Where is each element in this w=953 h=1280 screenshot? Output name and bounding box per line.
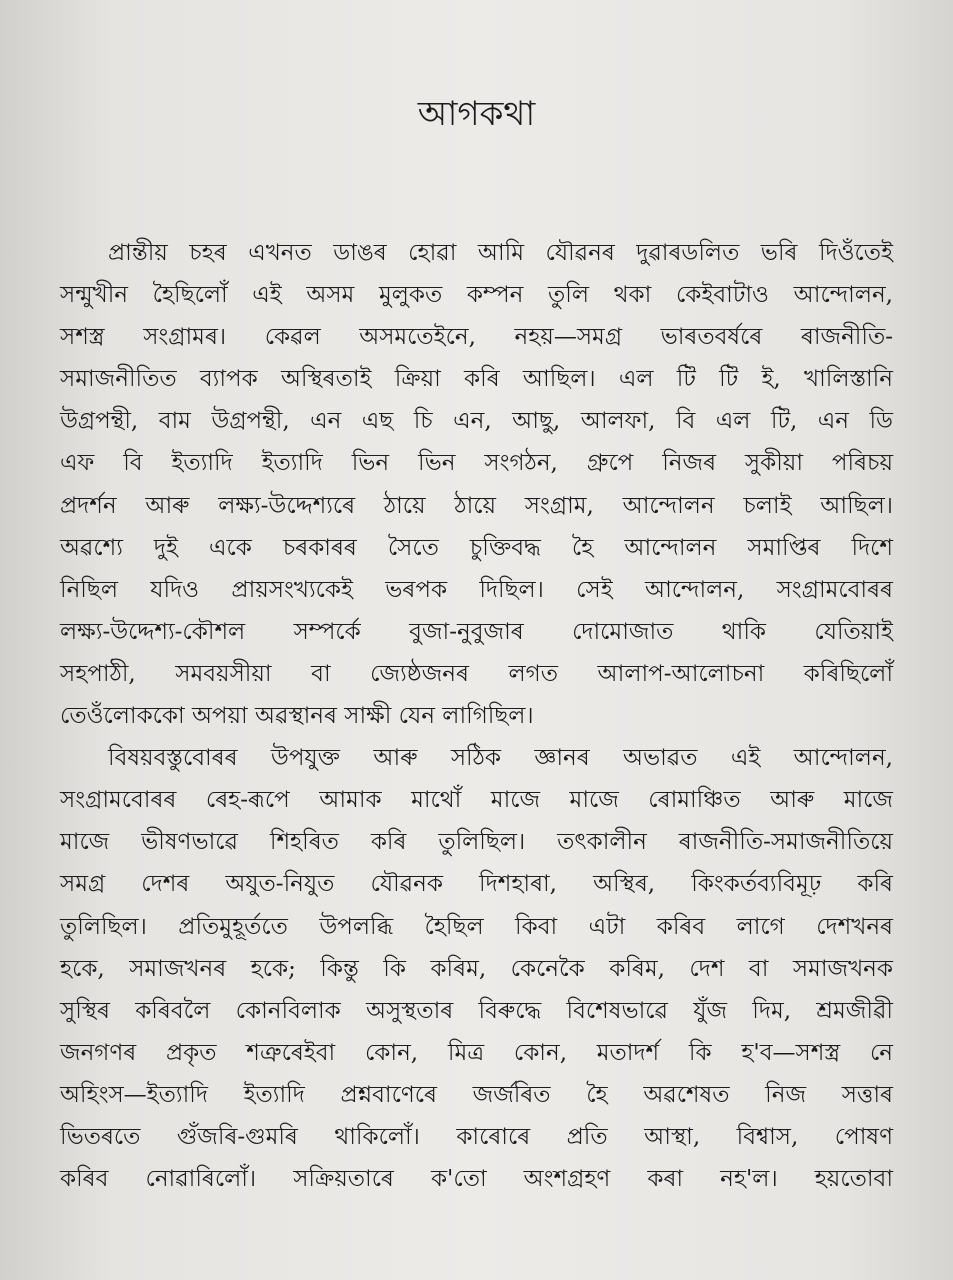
text-line: তেওঁলোককো অপয়া অৱস্থানৰ সাক্ষী যেন লাগিছিল। [60, 703, 534, 730]
text-line: এফ বি ইত্যাদি ইত্যাদি ভিন ভিন সংগঠন, গ্ৰুপে নিজৰ সুকীয়া পৰিচয় [60, 450, 893, 477]
text-line: হকে, সমাজখনৰ হকে; কিন্তু কি কৰিম, কেনেকৈ কৰিম, দেশ বা সমাজখনক [60, 955, 893, 982]
text-line: লক্ষ্য-উদ্দেশ্য-কৌশল সম্পৰ্কে বুজা-নুবুজাৰ দোমোজাত থাকি যেতিয়াই [60, 618, 893, 645]
text-line: সুস্থিৰ কৰিবলৈ কোনবিলাক অসুস্থতাৰ বিৰুদ্ধে বিশেষভাৱে যুঁজ দিম, শ্ৰমজীৱী [60, 997, 893, 1024]
text-line: সমাজনীতিত ব্যাপক অস্থিৰতাই ক্ৰিয়া কৰি আছিল। এল টি টি ই, খালিস্তানি [60, 366, 893, 393]
text-line: বিষয়বস্তুবোৰৰ উপযুক্ত আৰু সঠিক জ্ঞানৰ অভাৱত এই আন্দোলন, [108, 745, 893, 772]
text-line: মাজে ভীষণভাৱে শিহৰিত কৰি তুলিছিল। তৎকালীন ৰাজনীতি-সমাজনীতিয়ে [60, 829, 893, 856]
text-line: সংগ্ৰামবোৰৰ ৰেহ-ৰূপে আমাক মাথোঁ মাজে মাজে ৰোমাঞ্চিত আৰু মাজে [60, 787, 893, 814]
text-line: কৰিব নোৱাৰিলোঁ। সক্ৰিয়তাৰে ক'তো অংশগ্ৰহণ কৰা নহ'ল। হয়তোবা [60, 1166, 893, 1193]
body-text [60, 232, 893, 1200]
text-line: নিছিল যদিও প্ৰায়সংখ্যকেই ভৰপক দিছিল। সেই আন্দোলন, সংগ্ৰামবোৰৰ [60, 576, 893, 603]
text-line: জনগণৰ প্ৰকৃত শত্ৰুৰেইবা কোন, মিত্ৰ কোন, মতাদৰ্শ কি হ'ব—সশস্ত্ৰ নে [60, 1039, 893, 1066]
page-title: আগকথা [417, 94, 536, 134]
paragraph-1 [60, 232, 893, 737]
paragraph-2 [60, 737, 893, 1200]
text-line: অৱশ্যে দুই একে চৰকাৰৰ সৈতে চুক্তিবদ্ধ হৈ আন্দোলন সমাপ্তিৰ দিশে [60, 534, 893, 561]
text-line: সমগ্ৰ দেশৰ অযুত-নিযুত যৌৱনক দিশহাৰা, অস্থিৰ, কিংকৰ্তব্যবিমূঢ় কৰি [60, 871, 893, 898]
text-line: ভিতৰতে গুঁজৰি-গুমৰি থাকিলোঁ। কাৰোৰে প্ৰতি আস্থা, বিশ্বাস, পোষণ [60, 1123, 893, 1150]
text-line: সন্মুখীন হৈছিলোঁ এই অসম মুলুকত কম্পন তুলি থকা কেইবাটাও আন্দোলন, [60, 282, 893, 309]
text-line: উগ্ৰপন্থী, বাম উগ্ৰপন্থী, এন এছ চি এন, আছু, আলফা, বি এল টি, এন ডি [60, 408, 893, 435]
text-line: সহপাঠী, সমবয়সীয়া বা জ্যেষ্ঠজনৰ লগত আলাপ-আলোচনা কৰিছিলোঁ [60, 660, 893, 687]
text-line: তুলিছিল। প্ৰতিমুহূৰ্ততে উপলব্ধি হৈছিল কিবা এটা কৰিব লাগে দেশখনৰ [60, 913, 893, 940]
text-line: প্ৰান্তীয় চহৰ এখনত ডাঙৰ হোৱা আমি যৌৱনৰ দুৱাৰডলিত ভৰি দিওঁতেই [108, 240, 893, 266]
text-line: অহিংস—ইত্যাদি ইত্যাদি প্ৰশ্নবাণেৰে জৰ্জৰিত হৈ অৱশেষত নিজ সত্তাৰ [60, 1081, 893, 1108]
text-line: প্ৰদৰ্শন আৰু লক্ষ্য-উদ্দেশ্যৰে ঠায়ে ঠায়ে সংগ্ৰাম, আন্দোলন চলাই আছিল। [60, 492, 893, 519]
text-line: সশস্ত্ৰ সংগ্ৰামৰ। কেৱল অসমতেইনে, নহয়—সমগ্ৰ ভাৰতবৰ্ষৰে ৰাজনীতি- [60, 324, 893, 351]
